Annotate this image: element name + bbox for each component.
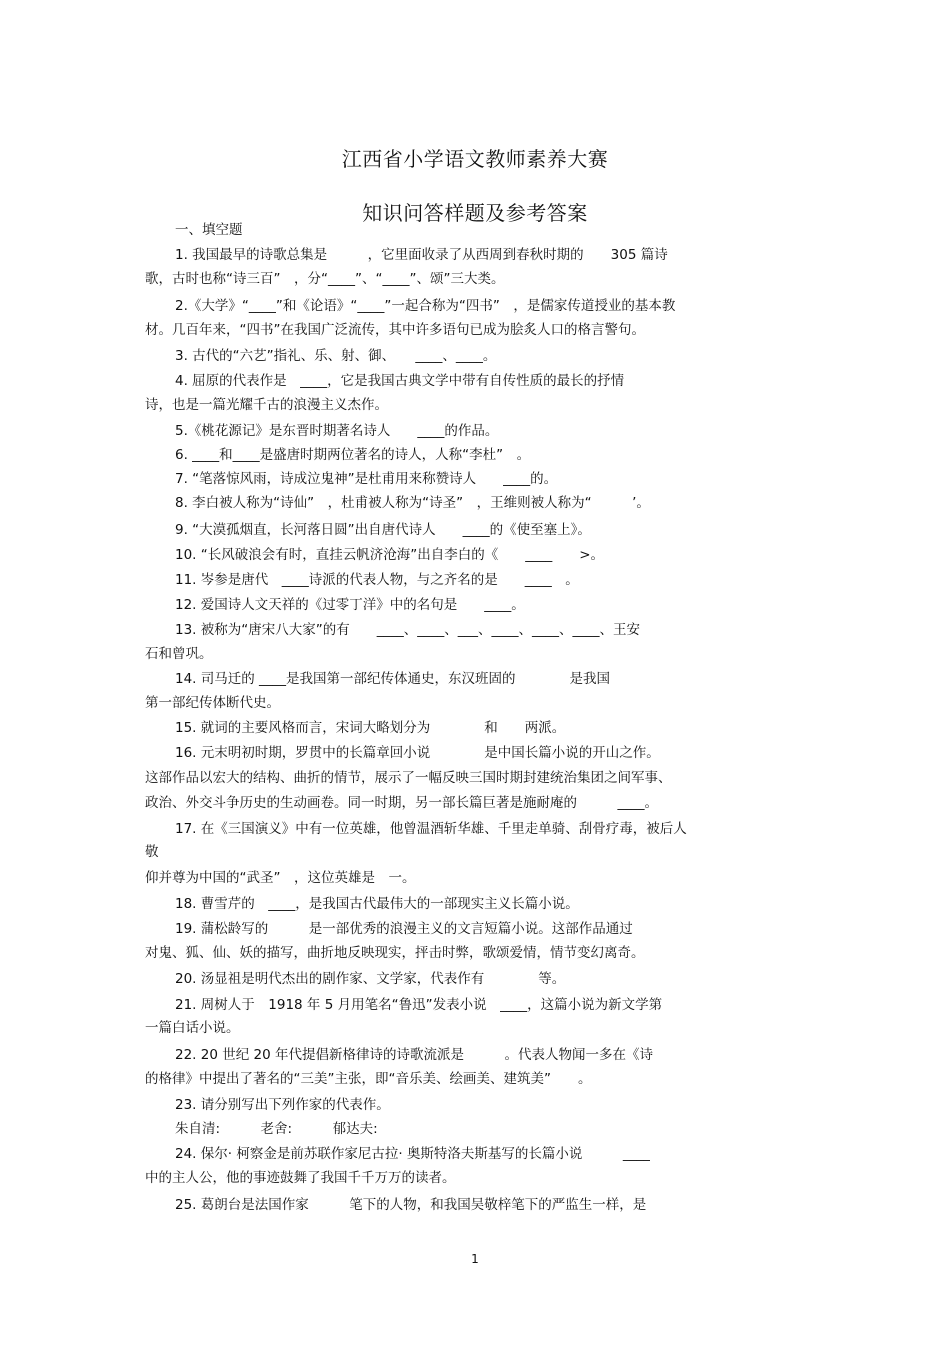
question-line: 石和曾巩。 <box>145 646 213 662</box>
section-heading: 一、填空题 <box>175 222 243 238</box>
question-line: 朱自清: 老舍: 郁达夫: <box>175 1121 378 1137</box>
question-line: 歌，古时也称“诗三百” ，分“____”、“____”、颂”三大类。 <box>145 271 505 287</box>
page-number: 1 <box>471 1252 479 1266</box>
document-subtitle: 知识问答样题及参考答案 <box>362 200 588 225</box>
question-line: 的格律》中提出了著名的“三美”主张，即“音乐美、绘画美、建筑美” 。 <box>145 1071 592 1087</box>
question-line: 20. 汤显祖是明代杰出的剧作家、文学家，代表作有 等。 <box>175 971 566 987</box>
question-line: 仰并尊为中国的“武圣” ，这位英雄是 一。 <box>145 870 416 886</box>
question-line: 5.《桃花源记》是东晋时期著名诗人 ____的作品。 <box>175 423 499 439</box>
question-line: 11. 岑参是唐代 ____诗派的代表人物，与之齐名的是 ____ 。 <box>175 572 579 588</box>
question-line: 18. 曹雪芹的 ____，是我国古代最伟大的一部现实主义长篇小说。 <box>175 896 579 912</box>
question-line: 4. 屈原的代表作是 ____，它是我国古典文学中带有自传性质的最长的抒情 <box>175 373 625 389</box>
question-line: 1. 我国最早的诗歌总集是 ，它里面收录了从西周到春秋时期的 305 篇诗 <box>175 247 668 263</box>
question-line: 19. 蒲松龄写的 是一部优秀的浪漫主义的文言短篇小说。这部作品通过 <box>175 921 633 937</box>
question-line: 对鬼、狐、仙、妖的描写，曲折地反映现实，抨击时弊，歌颂爱情，情节变幻离奇。 <box>145 945 645 961</box>
question-line: 10. “长风破浪会有时，直挂云帆济沧海”出自李白的《 ____ >。 <box>175 547 605 563</box>
question-line: 敬 <box>145 844 159 860</box>
question-line: 第一部纪传体断代史。 <box>145 695 280 711</box>
question-line: 15. 就词的主要风格而言，宋词大略划分为 和 两派。 <box>175 720 566 736</box>
document-title: 江西省小学语文教师素养大赛 <box>341 147 609 172</box>
question-line: 中的主人公，他的事迹鼓舞了我国千千万万的读者。 <box>145 1170 456 1186</box>
question-line: 12. 爱国诗人文天祥的《过零丁洋》中的名句是 ____。 <box>175 597 525 613</box>
question-line: 23. 请分别写出下列作家的代表作。 <box>175 1097 390 1113</box>
question-line: 3. 古代的“六艺”指礼、乐、射、御、 ____、____。 <box>175 348 497 364</box>
question-line: 这部作品以宏大的结构、曲折的情节，展示了一幅反映三国时期封建统治集团之间军事、 <box>145 770 672 786</box>
question-line: 6. ____和____是盛唐时期两位著名的诗人，人称“李杜” 。 <box>175 447 531 463</box>
question-line: 9. “大漠孤烟直，长河落日圆”出自唐代诗人 ____的《使至塞上》。 <box>175 522 591 538</box>
question-line: 政治、外交斗争历史的生动画卷。同一时期，另一部长篇巨著是施耐庵的 ____。 <box>145 795 658 811</box>
question-line: 21. 周树人于 1918 年 5 月用笔名“鲁迅”发表小说 ____，这篇小说为新文学第 <box>175 997 663 1013</box>
question-line: 16. 元末明初时期，罗贯中的长篇章回小说 是中国长篇小说的开山之作。 <box>175 745 660 761</box>
question-line: 24. 保尔· 柯察金是前苏联作家尼古拉· 奥斯特洛夫斯基写的长篇小说 ____ <box>175 1146 650 1162</box>
question-line: 2.《大学》“____”和《论语》“____”一起合称为“四书” ，是儒家传道授业的基本教 <box>175 298 676 314</box>
question-line: 14. 司马迁的 ____是我国第一部纪传体通史，东汉班固的 是我国 <box>175 671 611 687</box>
question-line: 22. 20 世纪 20 年代提倡新格律诗的诗歌流派是 。代表人物闻一多在《诗 <box>175 1047 653 1063</box>
question-line: 25. 葛朗台是法国作家 笔下的人物，和我国吴敬梓笔下的严监生一样，是 <box>175 1197 647 1213</box>
question-line: 材。几百年来，“四书”在我国广泛流传，其中许多语句已成为脍炙人口的格言警句。 <box>145 322 645 338</box>
question-line: 7. “笔落惊风雨，诗成泣鬼神”是杜甫用来称赞诗人 ____的。 <box>175 471 558 487</box>
question-line: 一篇白话小说。 <box>145 1020 240 1036</box>
question-line: 诗，也是一篇光耀千古的浪漫主义杰作。 <box>145 397 388 413</box>
question-line: 13. 被称为“唐宋八大家”的有 ____、____、___、____、____、____、王安 <box>175 622 640 638</box>
question-line: 8. 李白被人称为“诗仙” ，杜甫被人称为“诗圣” ，王维则被人称为“ ’。 <box>175 495 650 511</box>
question-line: 17. 在《三国演义》中有一位英雄，他曾温酒斩华雄、千里走单骑、刮骨疗毒，被后人 <box>175 821 687 837</box>
